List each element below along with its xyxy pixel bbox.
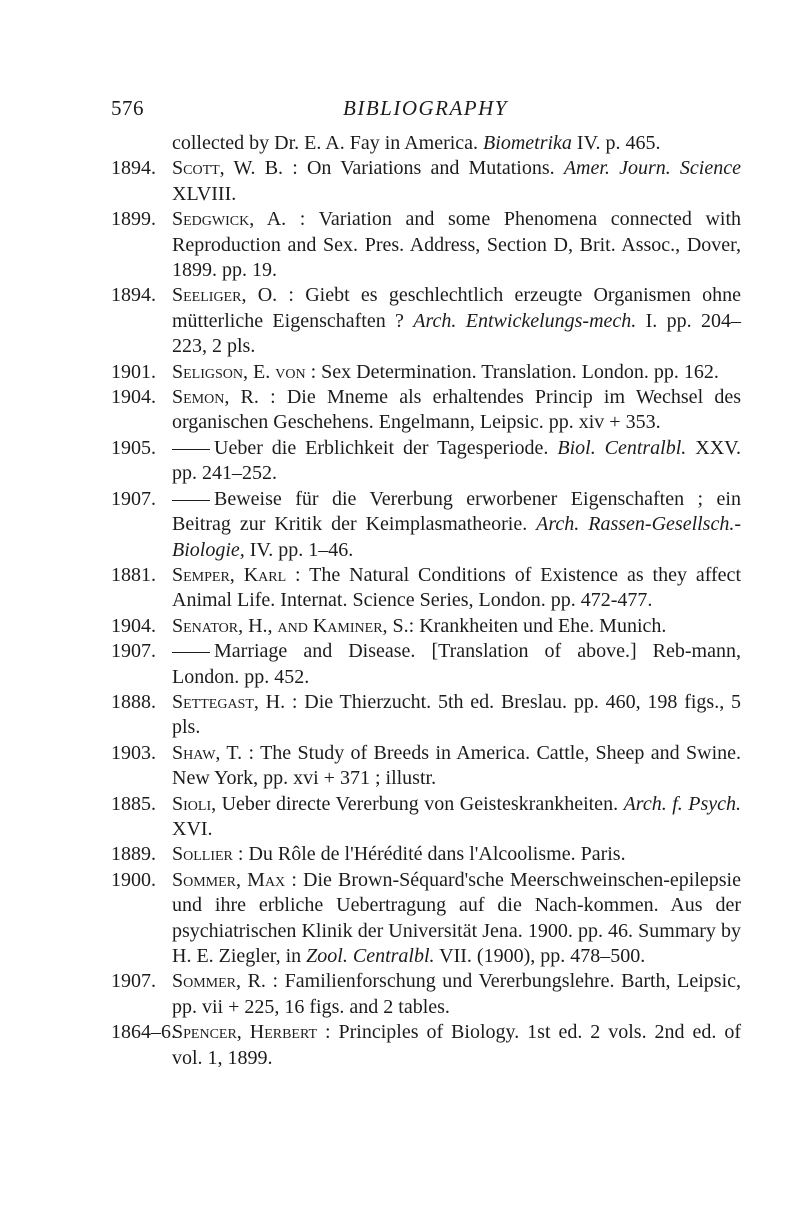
entry-author: Sommer, R. xyxy=(172,970,266,993)
entry-author: Seligson, E. von xyxy=(172,360,306,383)
entry-text-part: : The Natural Conditions of Existence as they affect Animal Life. Internat. Science Series, London. pp. 472-477. xyxy=(172,563,741,612)
bibliography-entry xyxy=(111,614,741,639)
ditto-dash xyxy=(172,449,210,450)
entry-year: 1889. xyxy=(111,843,156,866)
entry-text-part: : Principles of Biology. 1st ed. 2 vols. 2nd ed. of vol. 1, 1899. xyxy=(172,1021,741,1069)
entry-text-part: IV. p. 465. xyxy=(571,132,661,154)
entry-text-part: Ueber die Erblichkeit der Tagesperiode. xyxy=(214,436,558,459)
entry-year: 1899. xyxy=(111,208,156,231)
bibliography-entry xyxy=(111,563,741,614)
entry-author: Sommer, Max xyxy=(172,868,286,891)
entry-text-part: : Variation and some Phenomena connected with Reproduction and Sex. Pres. Address, Section D, Brit. Assoc., Dover, 1899. pp. 19. xyxy=(172,208,742,282)
entry-author: Semon, R. xyxy=(172,386,259,409)
entry-text-part: : Du Rôle de l'Hérédité dans l'Alcoolisme. Paris. xyxy=(232,843,626,866)
entry-journal: Zool. Centralbl. xyxy=(306,945,435,967)
entry-text xyxy=(172,360,741,385)
bibliography-entry xyxy=(111,741,741,792)
entry-year: 1894. xyxy=(111,284,156,307)
entry-text-part: : On Variations and Mutations. xyxy=(283,157,564,180)
entry-text xyxy=(172,741,741,792)
entry-text xyxy=(172,690,741,741)
bibliography-entry xyxy=(111,639,741,690)
entry-text-part: : Die Thierzucht. 5th ed. Breslau. pp. 460, 198 figs., 5 pls. xyxy=(172,690,741,739)
bibliography-entry xyxy=(111,156,741,207)
entry-year: 1905. xyxy=(111,436,156,459)
entry-text-part: : Giebt es geschlechtlich erzeugte Organismen ohne mütterliche Eigenschaften ? xyxy=(172,284,741,332)
entry-text xyxy=(172,969,741,1020)
ditto-dash xyxy=(172,652,210,653)
entry-author: Settegast, H. xyxy=(172,690,286,713)
entry-journal: Arch. Rassen-Gesellsch.-Biologie, xyxy=(172,513,742,561)
entry-text xyxy=(172,436,741,487)
entry-text xyxy=(172,487,741,563)
entry-text-part: XXV. pp. 241–252. xyxy=(172,436,742,485)
entry-journal: Biometrika xyxy=(483,132,572,154)
entry-text xyxy=(172,1020,741,1071)
bibliography-entries xyxy=(111,131,741,1071)
entry-author: Sedgwick, A. xyxy=(172,208,287,231)
entry-text-part: collected by Dr. E. A. Fay in America. xyxy=(172,132,484,154)
entry-author: Senator, H., and Kaminer, S. xyxy=(172,614,409,637)
entry-author: Seeliger, O. xyxy=(172,284,278,307)
entry-journal: Biol. Centralbl. xyxy=(557,436,687,459)
entry-text xyxy=(172,131,741,156)
bibliography-entry xyxy=(111,1020,741,1071)
entry-author: Scott, W. B. xyxy=(172,157,284,180)
entry-author: Sollier xyxy=(172,843,233,866)
entry-year: 1881. xyxy=(111,563,156,586)
entry-text-part: : Krankheiten und Ehe. Munich. xyxy=(408,614,667,637)
entry-text xyxy=(172,639,741,690)
entry-year: 1903. xyxy=(111,741,156,764)
entry-text-part: : Die Mneme als erhaltendes Princip im Wechsel des organischen Geschehens. Engelmann, Leipsic. pp. xiv + 353. xyxy=(172,386,741,434)
entry-text-part: I. pp. 204–223, 2 pls. xyxy=(172,309,741,358)
entry-year: 1885. xyxy=(111,792,156,815)
entry-text-part: IV. pp. 1–46. xyxy=(244,538,354,561)
entry-year: 1907. xyxy=(111,487,156,510)
entry-year: 1904. xyxy=(111,614,156,637)
bibliography-entry xyxy=(111,360,741,385)
entry-year: 1907. xyxy=(111,970,156,993)
bibliography-entry xyxy=(111,283,741,359)
entry-author: Shaw, T. xyxy=(172,741,243,764)
bibliography-entry xyxy=(111,385,741,436)
page-header xyxy=(111,96,731,126)
entry-journal: Arch. Entwickelungs-mech. xyxy=(413,309,637,332)
bibliography-entry xyxy=(111,969,741,1020)
entry-text-part: Beweise für die Vererbung erworbener Eigenschaften ; ein Beitrag zur Kritik der Keimplasmatheorie. xyxy=(172,487,741,536)
entry-text-part: XLVIII. xyxy=(172,182,237,205)
bibliography-entry xyxy=(111,131,741,156)
entry-text xyxy=(172,614,741,639)
entry-text xyxy=(172,207,741,283)
entry-text xyxy=(172,842,741,867)
bibliography-entry xyxy=(111,792,741,843)
entry-text-part: : Sex Determination. Translation. London. pp. 162. xyxy=(305,360,719,383)
page-number: 576 xyxy=(111,96,144,120)
entry-text xyxy=(172,156,741,207)
entry-author: Sioli, xyxy=(172,792,217,815)
entry-year: 1907. xyxy=(111,640,156,663)
entry-year: 1900. xyxy=(111,868,156,891)
entry-text xyxy=(172,385,741,436)
ditto-dash xyxy=(172,500,210,501)
entry-text-part: : The Study of Breeds in America. Cattle, Sheep and Swine. New York, pp. xvi + 371 ; illustr. xyxy=(172,741,742,790)
bibliography-entry xyxy=(111,690,741,741)
entry-author: Semper, Karl xyxy=(172,563,287,586)
entry-author: Spencer, Herbert xyxy=(172,1021,318,1044)
entry-journal: Amer. Journ. Science xyxy=(563,157,741,180)
entry-text-part: Ueber directe Vererbung von Geisteskrankheiten. xyxy=(216,792,624,815)
entry-text-part: : Familienforschung und Vererbungslehre. Barth, Leipsic, pp. vii + 225, 16 figs. and 2 tables. xyxy=(172,970,742,1018)
entry-text-part: : Die Brown-Séquard'sche Meerschweinschen-epilepsie und ihre erbliche Uebertragung auf die Nach-kommen. Aus der psychiatrischen Klinik der Universität Jena. 1900. pp. 46. Summary by H. E. Ziegler, in xyxy=(172,868,741,967)
entry-journal: Arch. f. Psych. xyxy=(623,792,741,815)
entry-text xyxy=(172,283,741,359)
bibliography-entry xyxy=(111,868,741,970)
entry-text xyxy=(172,563,741,614)
running-head: BIBLIOGRAPHY xyxy=(343,96,508,120)
entry-text xyxy=(172,868,741,970)
bibliography-entry xyxy=(111,436,741,487)
entry-year: 1888. xyxy=(111,690,156,713)
entry-text-part: VII. (1900), pp. 478–500. xyxy=(434,945,646,967)
entry-year: 1864–6. xyxy=(111,1021,176,1044)
entry-text-part: Marriage and Disease. [Translation of above.] Reb-mann, London. pp. 452. xyxy=(172,640,741,688)
entry-text-part: XVI. xyxy=(172,817,213,840)
entry-year: 1904. xyxy=(111,386,156,409)
entry-year: 1901. xyxy=(111,360,156,383)
bibliography-entry xyxy=(111,842,741,867)
bibliography-entry xyxy=(111,487,741,563)
entry-year: 1894. xyxy=(111,157,156,180)
bibliography-entry xyxy=(111,207,741,283)
entry-text xyxy=(172,792,741,843)
